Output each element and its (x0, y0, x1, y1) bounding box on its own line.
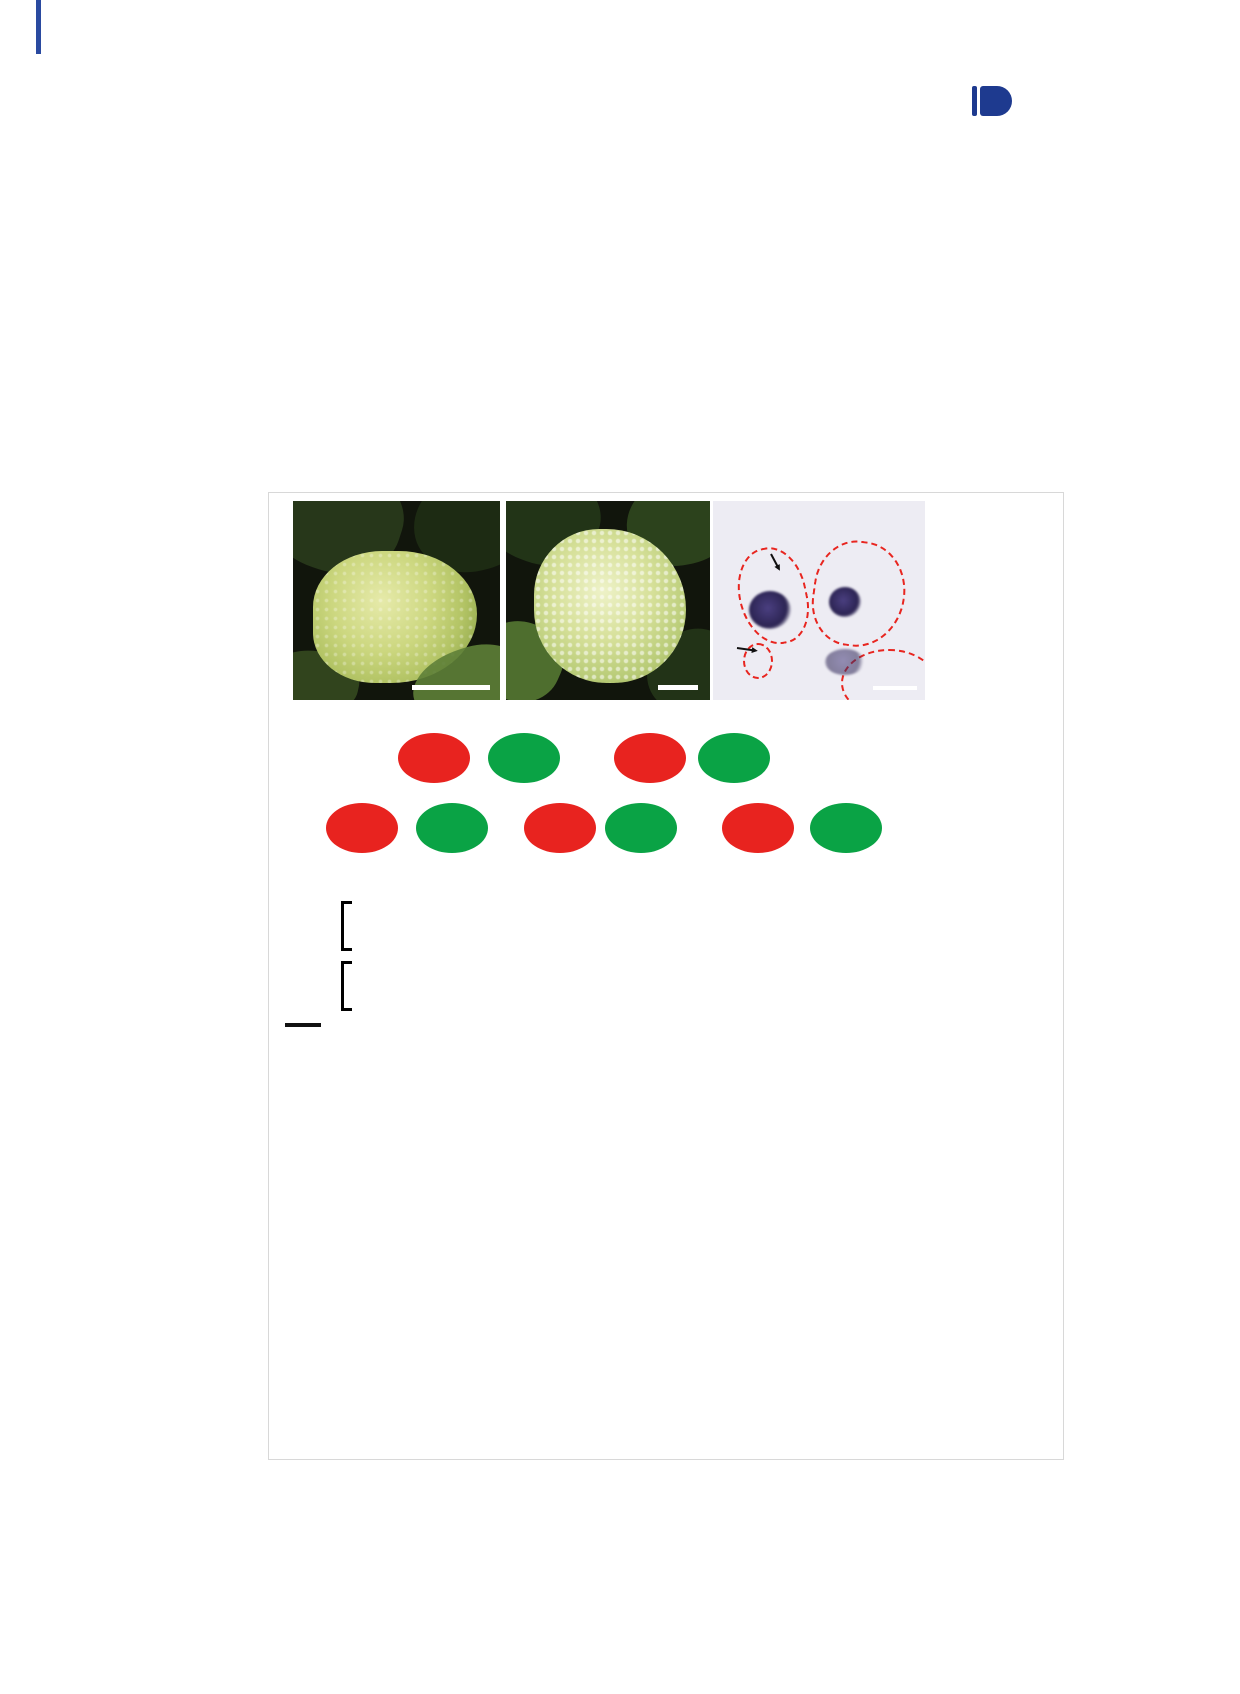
panel-b-scalebar (658, 685, 698, 690)
svp-signal-blob (825, 649, 865, 675)
panel-c-scalebar (873, 686, 917, 690)
issue-badge (972, 86, 1012, 116)
oval-mirna-down (605, 803, 677, 853)
left-edge-accent (36, 0, 41, 54)
scatter-chart (325, 1059, 1055, 1451)
oval-te-up (722, 803, 794, 853)
oval-genes-down (698, 733, 770, 783)
oval-mirna-up (524, 803, 596, 853)
oval-coding-up (326, 803, 398, 853)
panel-c-insitu (713, 501, 925, 700)
oval-coding-down (416, 803, 488, 853)
oval-peaks-down (488, 733, 560, 783)
panel-a-scalebar (412, 685, 490, 690)
oval-genes-up (614, 733, 686, 783)
oval-peaks-up (398, 733, 470, 783)
page-header (958, 86, 1012, 116)
svp-signal-blob (829, 587, 861, 617)
oval-te-down (810, 803, 882, 853)
svp-signal-blob (749, 591, 791, 629)
chipseq-tracks-chart (353, 901, 1057, 1029)
figure-1 (268, 492, 1064, 1460)
issue-badge-label (980, 86, 1012, 116)
genome-scalebar (285, 1023, 321, 1027)
panel-b-photo (506, 501, 710, 700)
panel-a-photo (293, 501, 500, 700)
